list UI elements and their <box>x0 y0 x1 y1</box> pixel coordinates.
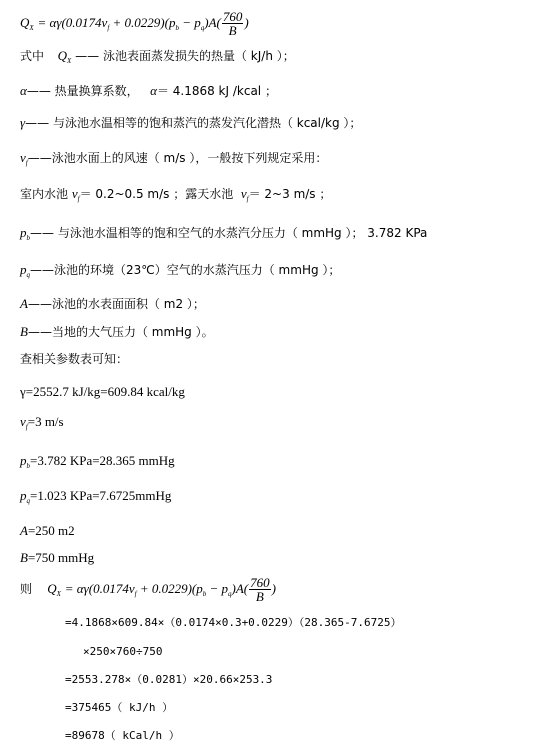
formula-then: 则 $Q_X = \alpha\gamma(0.0174v_f + 0.0229)(p_b - p_q)A$( $\frac{760}{B}$ ) <box>20 575 276 604</box>
calc-line-1: =4.1868×609.84×（0.0174×0.3+0.0229）（28.365-7.6725） <box>65 616 402 629</box>
vf-line: $v_f——$泳池水面上的风速（ m/s ），一般按下列规定采用： <box>20 150 328 167</box>
where-line: 式中 $Q_X$ —— 泳池表面蒸发损失的热量（ kJ/h ）； <box>20 48 295 65</box>
calc-line-4: =375465（ kJ/h ） <box>65 701 174 714</box>
value-vf: $v_f=3$ m/s <box>20 414 64 431</box>
value-B: B=750 mmHg <box>20 550 95 565</box>
pq-line: $p_q——$泳池的环境（23℃）空气的水蒸汽压力（ mmHg ）； <box>20 262 341 279</box>
lookup-line: 查相关参数表可知： <box>20 352 129 366</box>
formula-then-fraction: $\frac{760}{B}$ <box>250 575 270 604</box>
pressure-line: B——当地的大气压力（ mmHg ）。 <box>20 324 214 339</box>
value-pb: $p_b=3.782$ KPa=28.365 mmHg <box>20 453 175 470</box>
pb-line: $p_b——$ 与泳池水温相等的饱和空气的水蒸汽分压力（ mmHg ）； 3.782 KPa <box>20 225 428 242</box>
formula-rhs: = $\alpha\gamma(0.0174v_f + 0.0229)(p_b - p_q)A$( <box>37 15 221 32</box>
alpha-line: α—— 热量换算系数， α＝ 4.1868 kJ /kcal ； <box>20 83 277 98</box>
area-line: A——泳池的水表面面积（ m2 ）； <box>20 296 205 311</box>
value-gamma: γ=2552.7 kJ/kg=609.84 kcal/kg <box>20 384 185 399</box>
value-pq: $p_q=1.023$ KPa=7.6725mmHg <box>20 488 172 505</box>
formula-fraction: $\frac{760}{B}$ <box>222 9 243 38</box>
calc-line-3: =2553.278×（0.0281）×20.66×253.3 <box>65 673 273 686</box>
calc-line-5: =89678（ kCal/h ） <box>65 729 180 742</box>
calc-line-2: ×250×760÷750 <box>83 645 163 658</box>
rates-line: 室内水池 $v_f=$ 0.2~0.5 m/s ；露天水池 $v_f=$ 2~3 m/s ； <box>20 186 332 203</box>
gamma-line: γ—— 与泳池水温相等的饱和蒸汽的蒸发汽化潜热（ kcal/kg ）； <box>20 115 362 130</box>
formula-top: $Q_X = \alpha\gamma(0.0174v_f + 0.0229)(p_b - p_q)A$( $\frac{760}{B}$ ) <box>20 9 249 38</box>
formula-lhs: $Q_X$ <box>20 15 34 32</box>
value-A: A=250 m2 <box>20 523 75 538</box>
